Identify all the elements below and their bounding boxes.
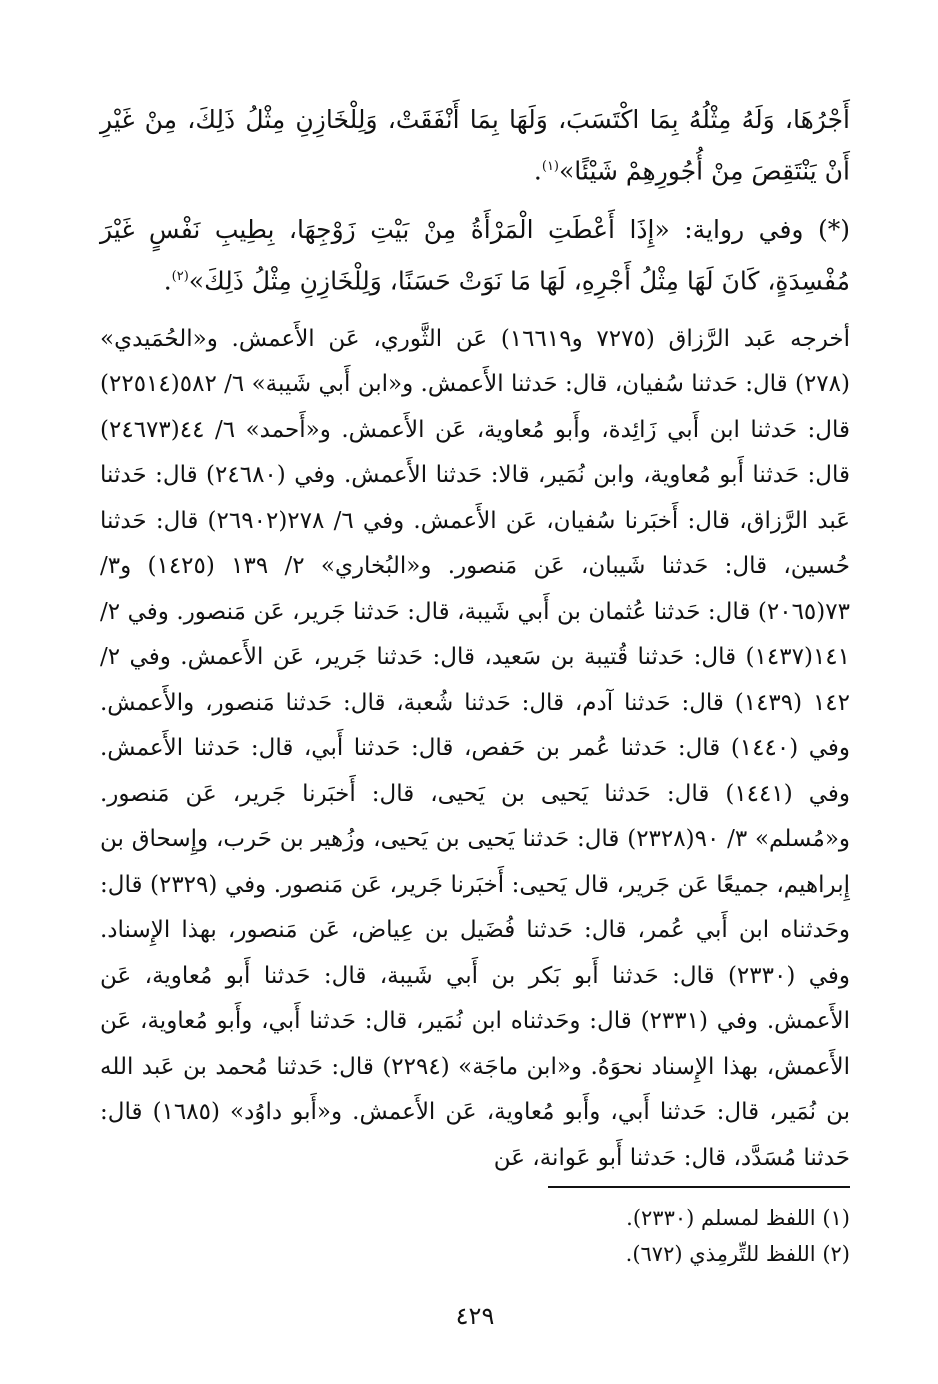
hadith-alternate-narration: (*) وفي رواية: «إِذَا أَعْطَتِ الْمَرْأَةُ مِنْ بَيْتِ زَوْجِهَا، بِطِيبِ نَفْسٍ غَيْرَ مُفْسِدَةٍ، كَانَ لَهَا مِثْلُ أَجْرِهِ، لَهَا مَا نَوَتْ حَسَنًا، وَلِلْخَازِنِ مِثْلُ ذَلِكَ»$^{(٢)}$. bbox=[100, 215, 850, 296]
page-body bbox=[100, 96, 851, 1330]
hadith-alt-text: (*) وفي رواية: «إِذَا أَعْطَتِ الْمَرْأَةُ مِنْ بَيْتِ زَوْجِهَا، بِطِيبِ نَفْسٍ غَيْرَ مُفْسِدَةٍ، كَانَ لَهَا مِثْلُ أَجْرِهِ، لَهَا مَا نَوَتْ حَسَنًا، وَلِلْخَازِنِ مِثْلُ ذَلِكَ» bbox=[100, 215, 850, 296]
footnotes bbox=[100, 1200, 850, 1272]
page-number: ٤٢٩ bbox=[455, 1302, 495, 1330]
hadith-text: أَجْرُهَا، وَلَهُ مِثْلُهُ بِمَا اكْتَسَبَ، وَلَهَا بِمَا أَنْفَقَتْ، وَلِلْخَازِنِ مِثْلُ ذَلِكَ، مِنْ غَيْرِ أَنْ يَنْتَقِصَ مِنْ أُجُورِهِمْ شَيْئًا»$^{(١)}$. bbox=[100, 105, 850, 186]
footnote-separator bbox=[548, 1186, 850, 1188]
footnote-2: (٢) اللفظ للتِّرمِذي (٦٧٢). bbox=[625, 1242, 850, 1266]
hadith-main-text: أَجْرُهَا، وَلَهُ مِثْلُهُ بِمَا اكْتَسَبَ، وَلَهَا بِمَا أَنْفَقَتْ، وَلِلْخَازِنِ مِثْلُ ذَلِكَ، مِنْ غَيْرِ أَنْ يَنْتَقِصَ مِنْ أُجُورِهِمْ شَيْئًا» bbox=[100, 105, 850, 186]
footnote-ref-1[interactable]: (١) bbox=[541, 159, 559, 174]
footnote-ref-2[interactable]: (٢) bbox=[171, 269, 189, 285]
takhrij-paragraph: أخرجه عَبد الرَّزاق (٧٢٧٥ و١٦٦١٩) عَن الثَّوري، عَن الأَعمش. و«الحُمَيدي» (٢٧٨) قال: حَدثنا سُفيان، قال: حَدثنا الأَعمش. و«ابن أَبي شَيبة» ٦/ ٥٨٢(٢٢٥١٤) قال: حَدثنا ابن أَبي زَائِدة، وأَبو مُعاوية، عَن الأَعمش. و«أَحمد» ٦/ ٤٤(٢٤٦٧٣) قال: حَدثنا أَبو مُعاوية، وابن نُمَير، قالا: حَدثنا الأَعمش. وفي (٢٤٦٨٠) قال: حَدثنا عَبد الرَّزاق، قال: أَخبَرنا سُفيان، عَن الأَعمش. وفي ٦/ ٢٧٨(٢٦٩٠٢) قال: حَدثنا حُسين، قال: حَدثنا شَيبان، عَن مَنصور. و«البُخاري» ٢/ ١٣٩ (١٤٢٥) و٣/ ٧٣(٢٠٦٥) قال: حَدثنا عُثمان بن أَبي شَيبة، قال: حَدثنا جَرير، عَن مَنصور. وفي ٢/ ١٤١(١٤٣٧) قال: حَدثنا قُتيبة بن سَعيد، قال: حَدثنا جَرير، عَن الأَعمش. وفي ٢/ ١٤٢ (١٤٣٩) قال: حَدثنا آدم، قال: حَدثنا شُعبة، قال: حَدثنا مَنصور، والأَعمش. وفي (١٤٤٠) قال: حَدثنا عُمر بن حَفص، قال: حَدثنا أَبي، قال: حَدثنا الأَعمش. وفي (١٤٤١) قال: حَدثنا يَحيى بن يَحيى، قال: أَخبَرنا جَرير، عَن مَنصور. و«مُسلم» ٣/ ٩٠(٢٣٢٨) قال: حَدثنا يَحيى بن يَحيى، وزُهير بن حَرب، وإِسحاق بن إِبراهيم، جميعًا عَن جَرير، قال يَحيى: أَخبَرنا جَرير، عَن مَنصور. وفي (٢٣٢٩) قال: وحَدثناه ابن أَبي عُمر، قال: حَدثنا فُضَيل بن عِياض، عَن مَنصور، بهذا الإِسناد. وفي (٢٣٣٠) قال: حَدثنا أَبو بَكر بن أَبي شَيبة، قال: حَدثنا أَبو مُعاوية، عَن الأَعمش. وفي (٢٣٣١) قال: وحَدثناه ابن نُمَير، قال: حَدثنا أَبي، وأَبو مُعاوية، عَن الأَعمش، بهذا الإِسناد نحوَهُ. و«ابن ماجَة» (٢٢٩٤) قال: حَدثنا مُحمد بن عَبد الله بن نُمَير، قال: حَدثنا أَبي، وأَبو مُعاوية، عَن الأَعمش. و«أَبو داوُد» (١٦٨٥) قال: حَدثنا مُسَدَّد، قال: حَدثنا أَبو عَوانة، عَن bbox=[100, 325, 851, 1171]
footnote-1: (١) اللفظ لمسلم (٢٣٣٠). bbox=[626, 1206, 850, 1230]
